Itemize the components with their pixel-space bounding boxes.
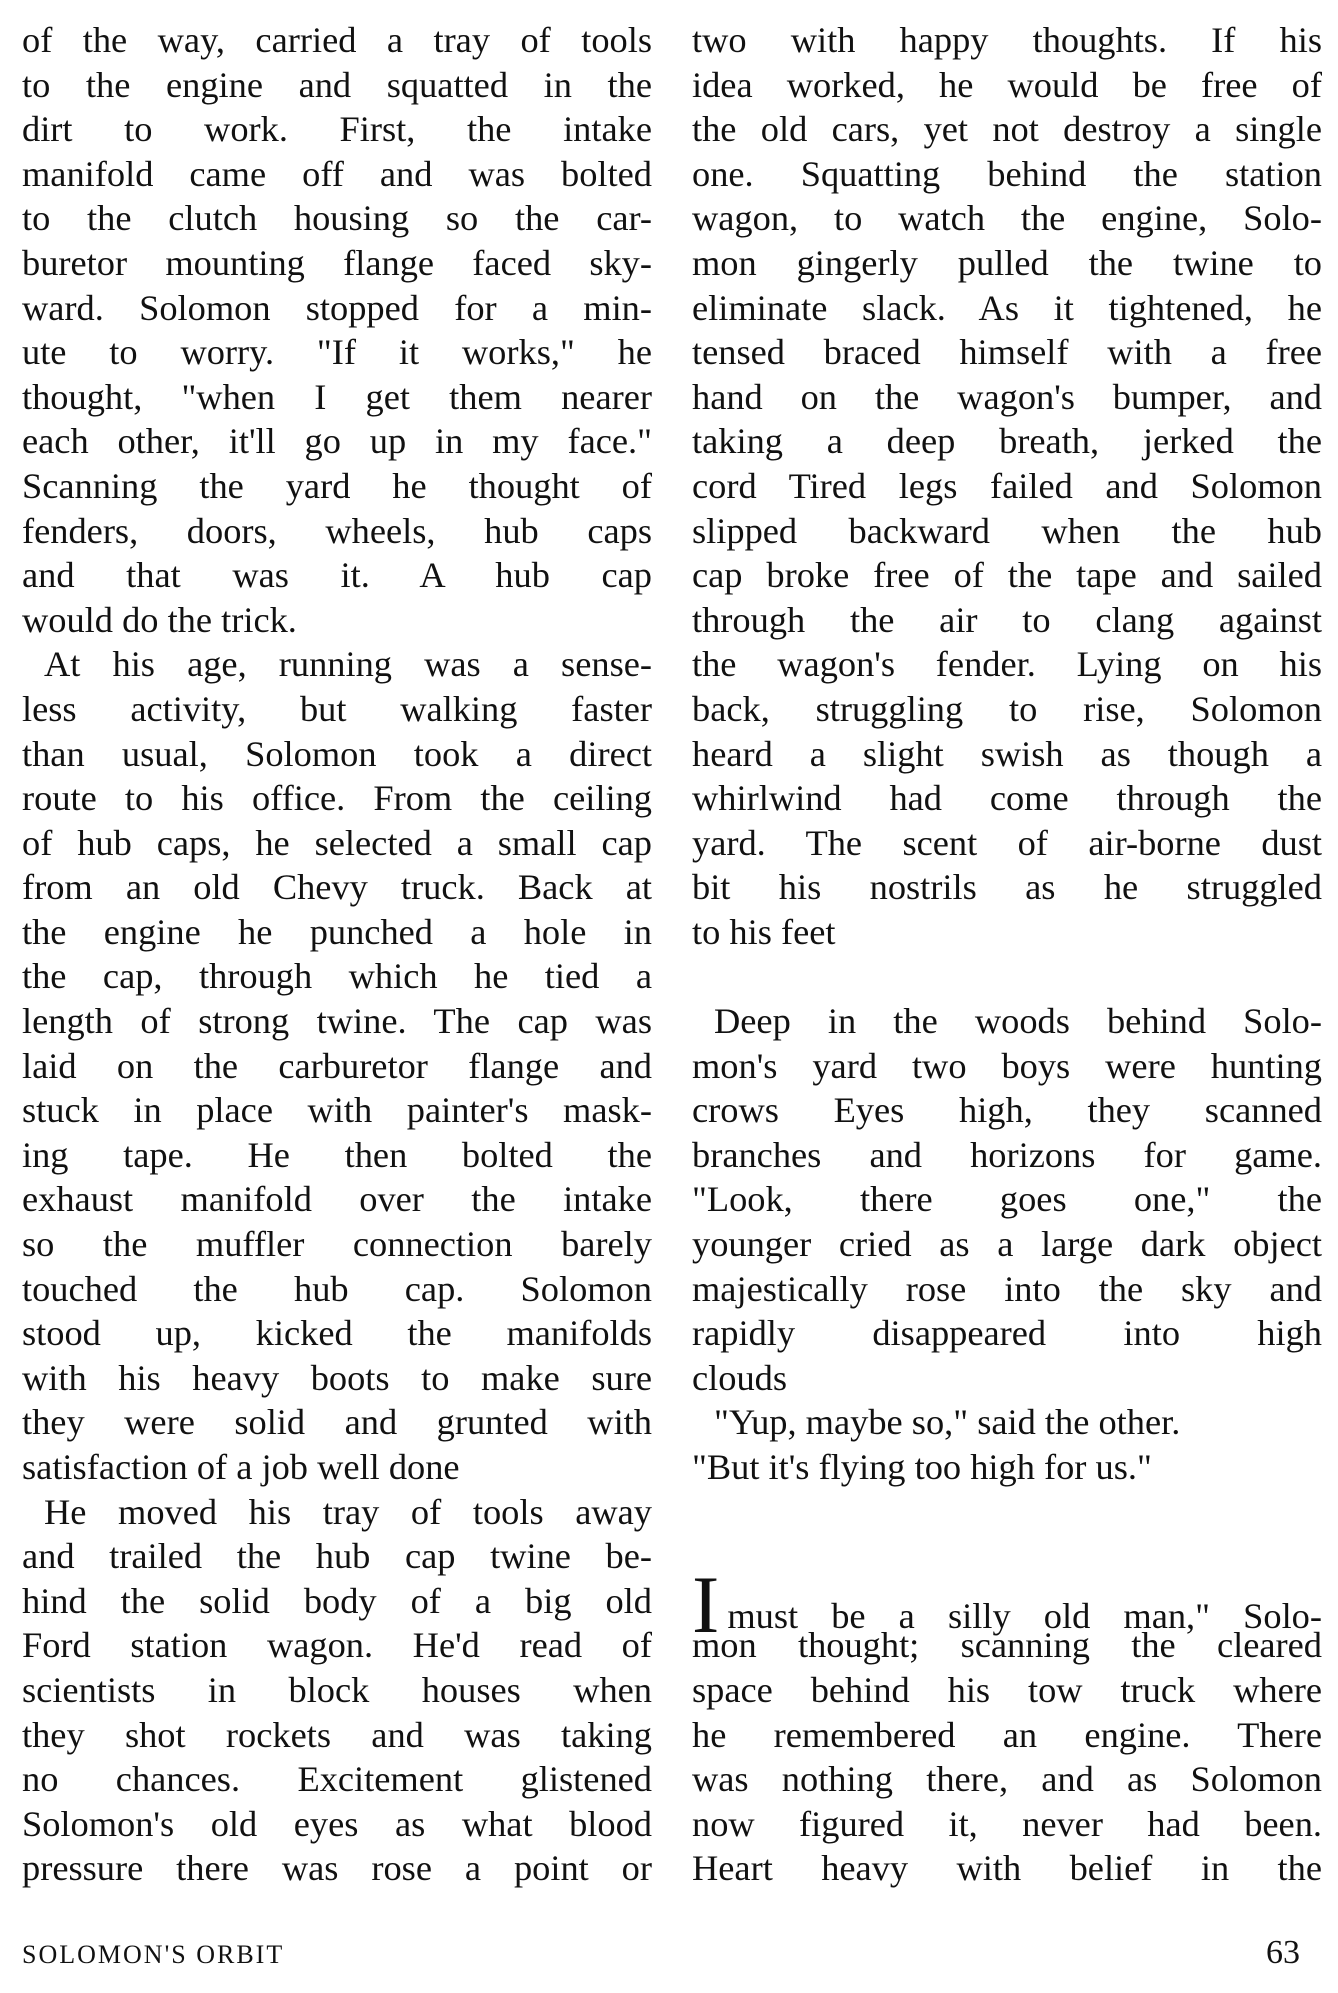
text-line: to his feet <box>692 911 836 952</box>
text-line: buretor mounting flange faced sky- <box>22 242 652 283</box>
text-line: "Yup, maybe so," said the other. <box>714 1402 1181 1443</box>
text-line: satisfaction of a job well done <box>22 1447 460 1487</box>
left-text-column <box>22 18 652 1891</box>
text-line: and that was it. A hub cap <box>22 555 652 596</box>
text-line: cord Tired legs failed and Solomon <box>692 465 1322 506</box>
text-line: ute to worry. "If it works," he <box>22 332 652 373</box>
text-line: was nothing there, and as Solomon <box>692 1759 1322 1800</box>
text-line: scientists in block houses when <box>22 1669 652 1710</box>
text-line: hand on the wagon's bumper, and <box>692 376 1322 417</box>
text-line: yard. The scent of air-borne dust <box>692 822 1322 863</box>
drop-cap: I <box>692 1558 720 1650</box>
text-line: heard a slight swish as though a <box>692 733 1322 774</box>
right-text-column <box>692 18 1322 1891</box>
text-line: each other, it'll go up in my face." <box>22 421 652 462</box>
paragraph-gap <box>692 1490 1322 1535</box>
text-line: Heart heavy with belief in the <box>692 1848 1322 1889</box>
text-line: thought, "when I get them nearer <box>22 376 652 417</box>
page-number: 63 <box>1266 1934 1300 1971</box>
text-line: through the air to clang against <box>692 599 1322 640</box>
text-line: mon's yard two boys were hunting <box>692 1045 1322 1086</box>
text-line: branches and horizons for game. <box>692 1134 1322 1175</box>
paragraph-gap <box>692 1534 1322 1579</box>
text-line: the engine he punched a hole in <box>22 911 652 952</box>
text-line: At his age, running was a sense- <box>44 644 652 685</box>
text-line: they shot rockets and was taking <box>22 1714 652 1755</box>
text-line: wagon, to watch the engine, Solo- <box>692 198 1322 239</box>
text-line: Solomon's old eyes as what blood <box>22 1803 652 1844</box>
text-line: whirlwind had come through the <box>692 778 1322 819</box>
text-line: the cap, through which he tied a <box>22 956 652 997</box>
text-line: eliminate slack. As it tightened, he <box>692 287 1322 328</box>
text-line: cap broke free of the tape and sailed <box>692 555 1322 596</box>
page-footer <box>22 1934 1322 1978</box>
text-line: hind the solid body of a big old <box>22 1580 652 1621</box>
text-line: back, struggling to rise, Solomon <box>692 688 1322 729</box>
text-line: "Look, there goes one," the <box>692 1179 1322 1220</box>
text-line: slipped backward when the hub <box>692 510 1322 551</box>
text-line: laid on the carburetor flange and <box>22 1045 652 1086</box>
text-line: clouds <box>692 1357 788 1398</box>
text-line: they were solid and grunted with <box>22 1402 652 1443</box>
text-line: two with happy thoughts. If his <box>692 20 1322 60</box>
text-line: crows Eyes high, they scanned <box>692 1090 1322 1131</box>
text-line: one. Squatting behind the station <box>692 153 1322 194</box>
text-line: majestically rose into the sky and <box>692 1268 1322 1309</box>
text-line: route to his office. From the ceiling <box>22 778 652 819</box>
text-line: tensed braced himself with a free <box>692 332 1322 373</box>
text-line: idea worked, he would be free of <box>692 64 1322 105</box>
paragraph-gap <box>692 954 1322 999</box>
text-line: length of strong twine. The cap was <box>22 1001 652 1042</box>
text-line: would do the trick. <box>22 599 297 640</box>
text-line: exhaust manifold over the intake <box>22 1179 652 1220</box>
text-line: ward. Solomon stopped for a min- <box>22 287 652 328</box>
text-line: the wagon's fender. Lying on his <box>692 644 1322 685</box>
text-line: dirt to work. First, the intake <box>22 109 652 150</box>
text-line: rapidly disappeared into high <box>692 1313 1322 1354</box>
text-line: younger cried as a large dark object <box>692 1224 1322 1265</box>
text-line: He moved his tray of tools away <box>44 1491 652 1532</box>
text-line: Ford station wagon. He'd read of <box>22 1625 652 1666</box>
running-title: SOLOMON'S ORBIT <box>22 1940 285 1969</box>
text-line: ing tape. He then bolted the <box>22 1134 652 1175</box>
text-line: and trailed the hub cap twine be- <box>22 1536 652 1577</box>
text-line: so the muffler connection barely <box>22 1224 652 1265</box>
text-line: he remembered an engine. There <box>692 1714 1322 1755</box>
text-line: less activity, but walking faster <box>22 688 652 729</box>
text-line: to the engine and squatted in the <box>22 64 652 105</box>
text-line: taking a deep breath, jerked the <box>692 421 1322 462</box>
text-line: mon gingerly pulled the twine to <box>692 242 1322 283</box>
text-line: now figured it, never had been. <box>692 1803 1322 1844</box>
text-line: bit his nostrils as he struggled <box>692 867 1322 908</box>
text-line: pressure there was rose a point or <box>22 1848 652 1889</box>
text-line: fenders, doors, wheels, hub caps <box>22 510 652 551</box>
text-line: mon thought; scanning the cleared <box>692 1625 1322 1666</box>
text-line: with his heavy boots to make sure <box>22 1357 652 1398</box>
text-line: Scanning the yard he thought of <box>22 465 652 506</box>
text-line: Deep in the woods behind Solo- <box>714 1001 1322 1042</box>
text-line: the old cars, yet not destroy a single <box>692 109 1322 150</box>
text-line: of the way, carried a tray of tools <box>22 20 652 60</box>
text-line: touched the hub cap. Solomon <box>22 1268 652 1309</box>
text-line: no chances. Excitement glistened <box>22 1759 652 1800</box>
text-line-content: must be a silly old man," Solo- <box>727 1595 1322 1636</box>
text-line: space behind his tow truck where <box>692 1669 1322 1710</box>
text-line: stood up, kicked the manifolds <box>22 1313 652 1354</box>
text-line: stuck in place with painter's mask- <box>22 1090 652 1131</box>
text-line: "But it's flying too high for us." <box>692 1447 1152 1487</box>
text-line: from an old Chevy truck. Back at <box>22 867 652 908</box>
text-line: to the clutch housing so the car- <box>22 198 652 239</box>
text-line: manifold came off and was bolted <box>22 153 652 194</box>
text-line: than usual, Solomon took a direct <box>22 733 652 774</box>
text-line: of hub caps, he selected a small cap <box>22 822 652 863</box>
